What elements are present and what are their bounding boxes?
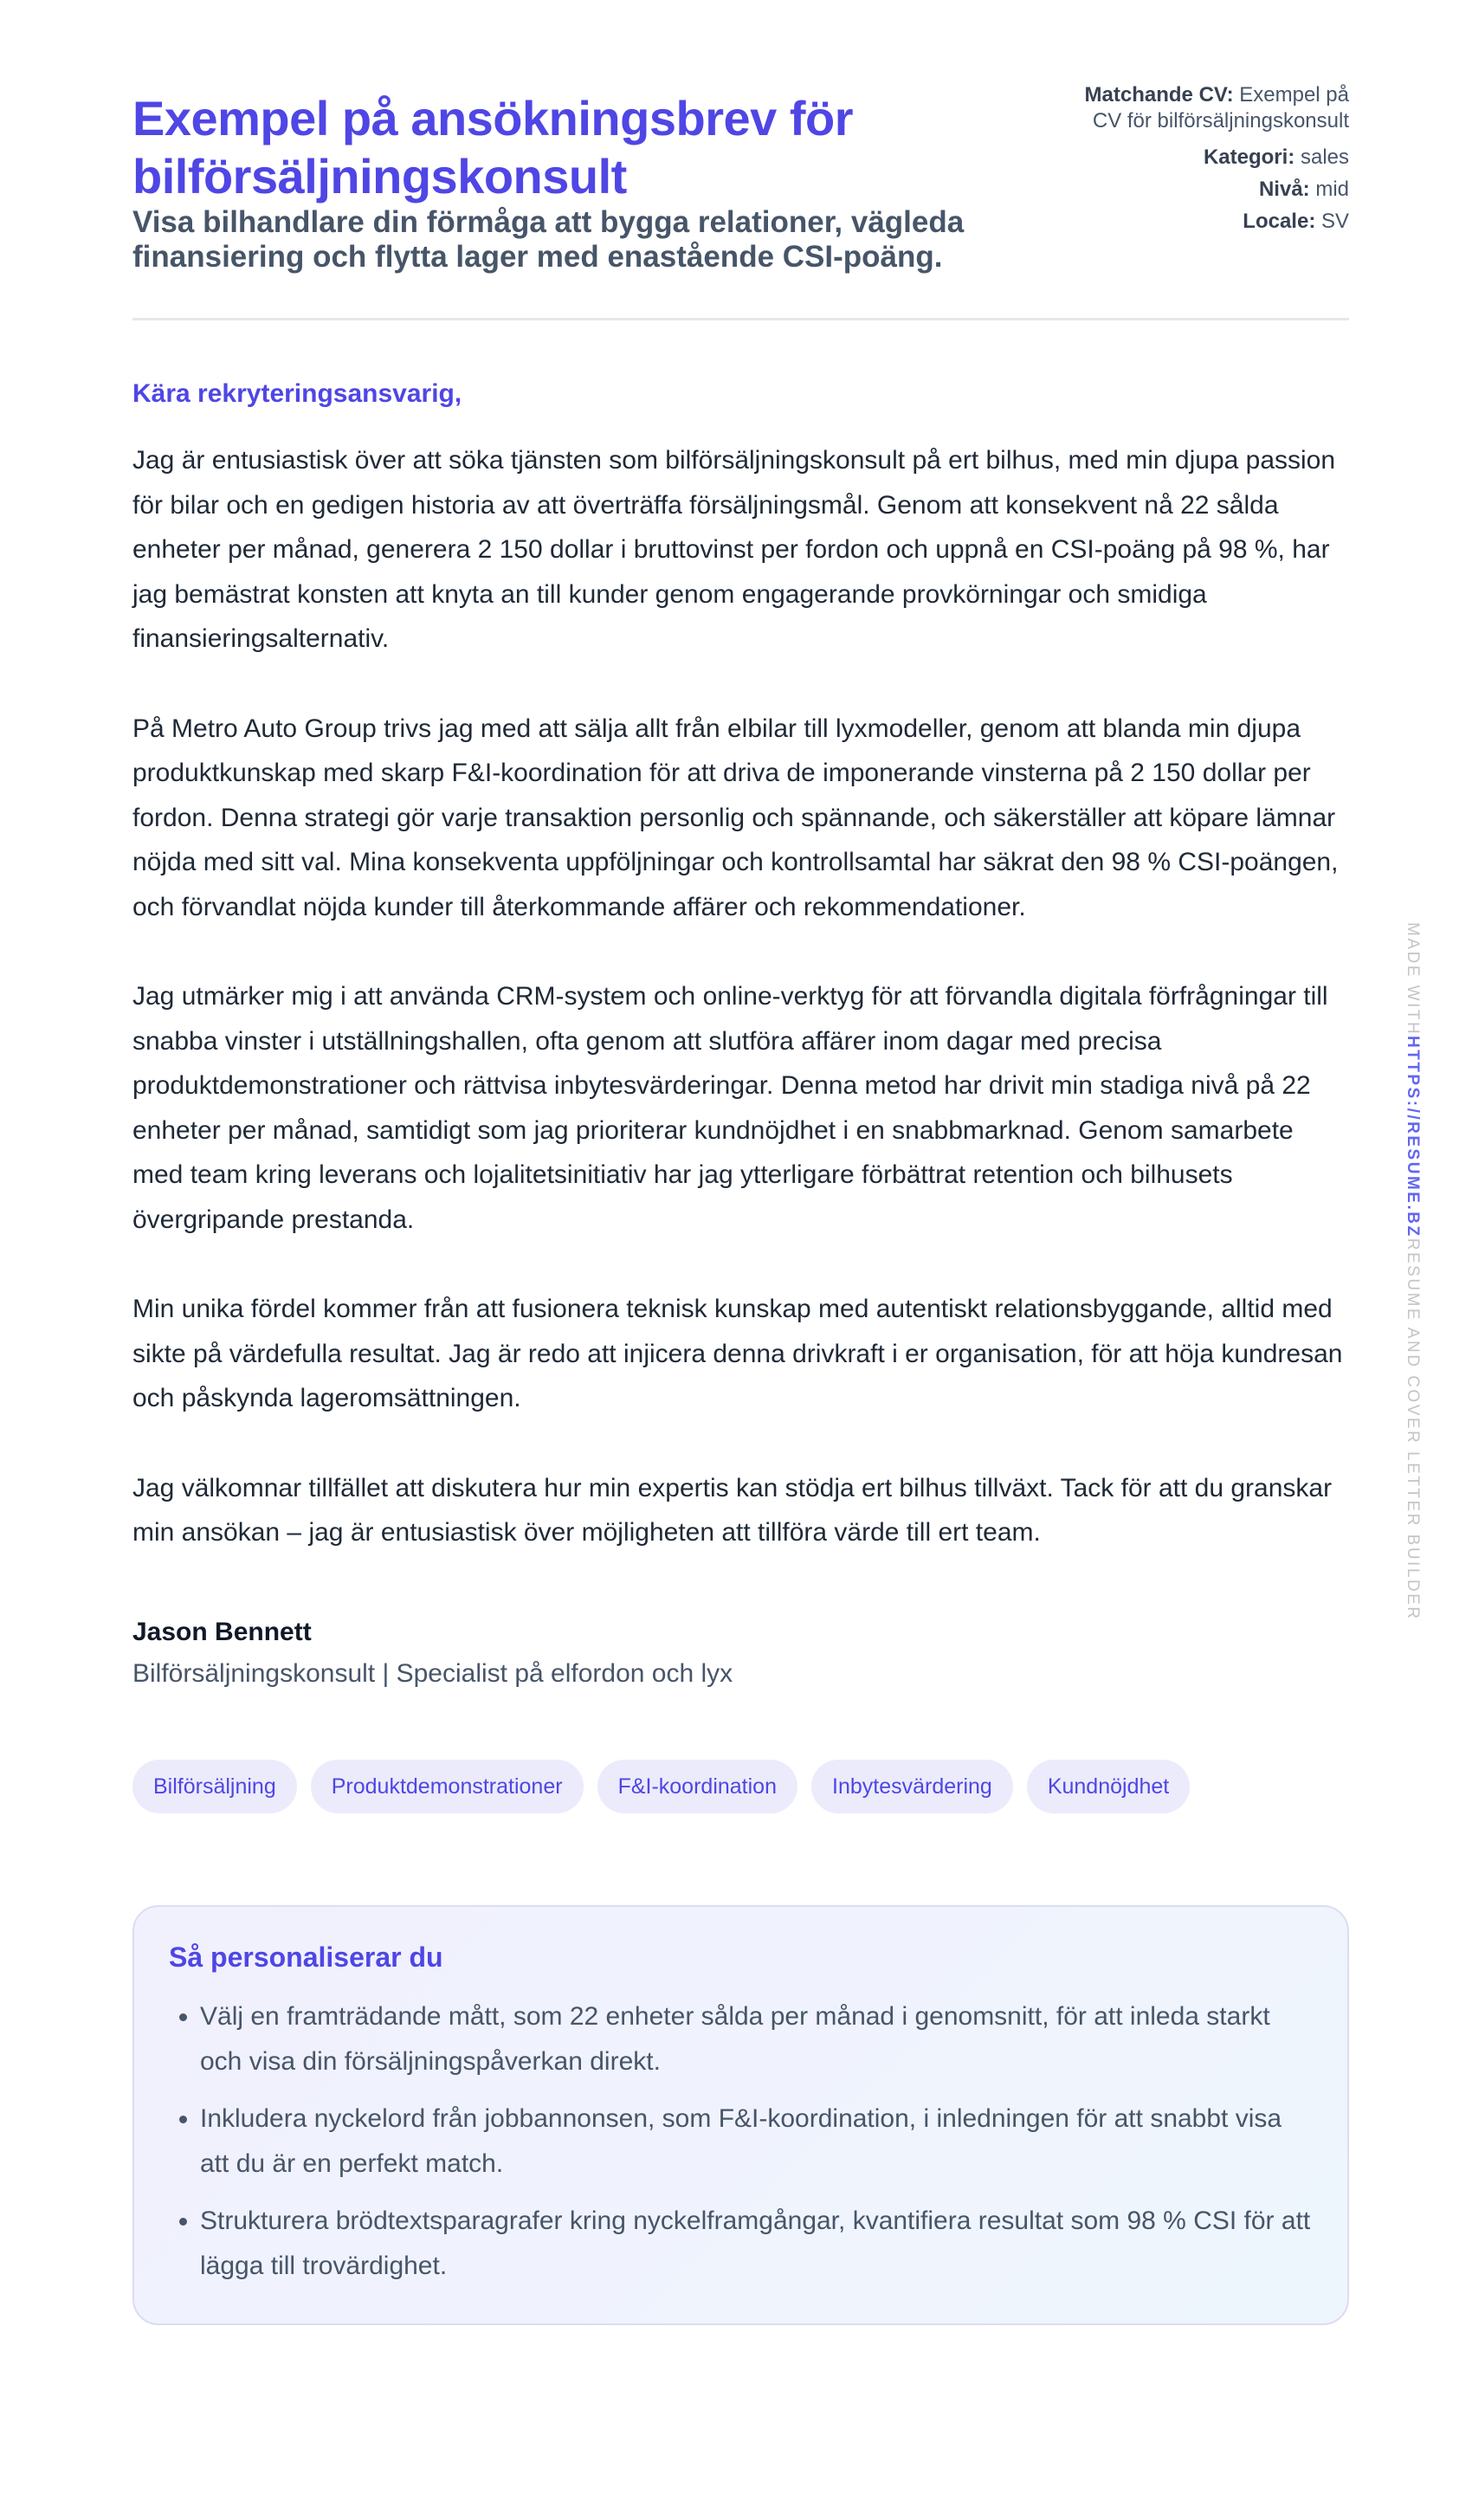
- skill-tag: Bilförsäljning: [132, 1760, 297, 1813]
- header: [132, 82, 1349, 320]
- meta-info: [1055, 82, 1349, 237]
- watermark-prefix: MADE WITH: [1404, 922, 1422, 1037]
- skill-tag: Kundnöjdhet: [1027, 1760, 1190, 1813]
- tip-item: • Välj en framträdande mått, som 22 enheter sålda per månad i genomsnitt, för att inleda starkt och visa din försäljningspåverkan direkt.: [200, 1994, 1313, 2084]
- meta-label: Matchande CV:: [1084, 83, 1234, 107]
- meta-value[interactable]: Exempel på CV för bilförsäljningskonsult: [1092, 83, 1349, 132]
- meta-value: mid: [1315, 178, 1349, 201]
- letter-paragraph: Min unika fördel kommer från att fusionera teknisk kunskap med autentiskt relationsbyggande, alltid med sikte på värdefulla resultat. Jag är redo att injicera denna drivkraft i er organisation, för att höja kundresan och påskynda lageromsättningen.: [132, 1295, 1343, 1412]
- personalization-tips: [132, 1905, 1349, 2325]
- tips-list: [169, 1994, 1313, 2289]
- meta-category: [1055, 141, 1349, 173]
- letter-paragraph: Jag välkomnar tillfället att diskutera hur min expertis kan stödja ert bilhus tillväxt. Tack för att du granskar min ansökan – jag är entusiastisk över möjligheten att tillföra värde till ert team.: [132, 1473, 1333, 1547]
- skill-tag: Inbytesvärdering: [811, 1760, 1013, 1813]
- meta-value: SV: [1320, 210, 1349, 233]
- tip-item: • Inkludera nyckelord från jobbannonsen, som F&I-koordination, i inledningen för att snabbt visa att du är en perfekt match.: [200, 2097, 1313, 2187]
- letter-paragraph: På Metro Auto Group trivs jag med att sälja allt från elbilar till lyxmodeller, genom att blanda min djupa produktkunskap med skarp F&I-koordination för att driva de imponerande vinsterna på 2 150 dollar per fordon. Denna strategi gör varje transaktion personlig och spännande, och säkerställer att köpare lämnar nöjda med sitt val. Mina konsekventa uppföljningar och kontrollsamtal har säkrat den 98 % CSI-poängen, och förvandlat nöjda kunder till återkommande affärer och rekommendationer.: [132, 714, 1339, 921]
- meta-level: [1055, 173, 1349, 205]
- skill-tags: [132, 1760, 1349, 1813]
- skill-tag: F&I-koordination: [597, 1760, 797, 1813]
- meta-label: Locale:: [1243, 210, 1316, 233]
- letter-paragraph: Jag är entusiastisk över att söka tjänsten som bilförsäljningskonsult på ert bilhus, med min djupa passion för bilar och en gedigen historia av att överträffa försäljningsmål. Genom att konsekvent nå 22 sålda enheter per månad, generera 2 150 dollar i bruttovinst per fordon och uppnå en CSI-poäng på 98 %, har jag bemästrat konsten att knyta an till kunder genom engagerande provkörningar och smidiga finansieringsalternativ.: [132, 446, 1336, 653]
- tips-title: Så personaliserar du: [169, 1941, 443, 1973]
- skill-tag: Produktdemonstrationer: [311, 1760, 584, 1813]
- watermark-suffix: RESUME AND COVER LETTER BUILDER: [1404, 1237, 1422, 1621]
- letter-greeting: Kära rekryteringsansvarig,: [132, 379, 462, 408]
- meta-value: sales: [1300, 145, 1349, 169]
- meta-label: Kategori:: [1203, 145, 1295, 169]
- signature-role: Bilförsäljningskonsult | Specialist på elfordon och lyx: [132, 1658, 733, 1688]
- meta-locale: [1055, 205, 1349, 237]
- watermark-link[interactable]: HTTPS://RESUME.BZ: [1404, 1036, 1422, 1238]
- cover-letter-page: [132, 82, 1349, 2325]
- meta-label: Nivå:: [1258, 178, 1310, 201]
- letter-paragraph: Jag utmärker mig i att använda CRM-system och online-verktyg för att förvandla digitala förfrågningar till snabba vinster i utställningshallen, ofta genom att slutföra affärer inom dagar med precisa produktdemonstrationer och rättvisa inbytesvärderingar. Denna metod har drivit min stadiga nivå på 22 enheter per månad, samtidigt som jag prioriterar kundnöjdhet i en snabbmarknad. Genom samarbete med team kring leverans och lojalitetsinitiativ har jag ytterligare förbättrat retention och bilhusets övergripande prestanda.: [132, 982, 1328, 1234]
- tip-item: • Strukturera brödtextsparagrafer kring nyckelframgångar, kvantifiera resultat som 98 % CSI för att lägga till trovärdighet.: [200, 2199, 1313, 2289]
- signature-name: Jason Bennett: [132, 1617, 312, 1646]
- watermark: [1403, 922, 1422, 1621]
- title-block: [132, 82, 1016, 275]
- meta-matching-cv: [1055, 82, 1349, 134]
- page-subtitle: Visa bilhandlare din förmåga att bygga relationer, vägleda finansiering och flytta lager med enastående CSI-poäng.: [132, 205, 965, 274]
- page-title: Exempel på ansökningsbrev för bilförsäljningskonsult: [132, 91, 853, 204]
